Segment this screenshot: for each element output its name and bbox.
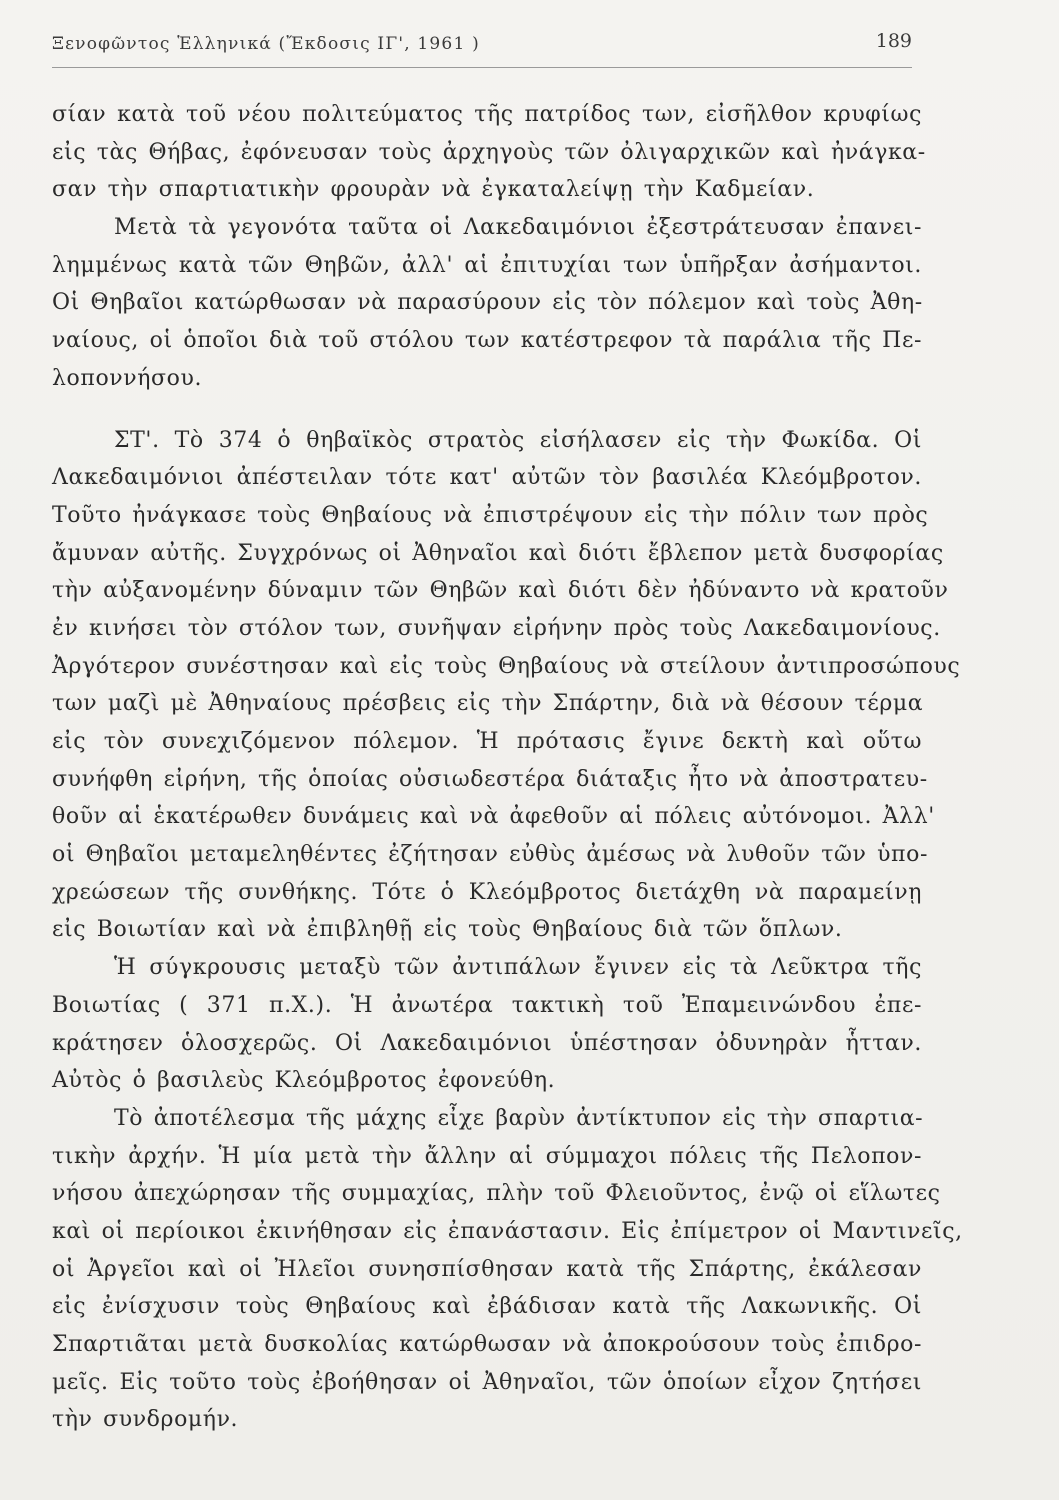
text-line: εἰς τὸν συνεχιζόμενον πόλεμον. Ἡ πρότασις ἔγινε δεκτὴ καὶ οὕτω bbox=[52, 729, 922, 754]
page-number: 189 bbox=[875, 30, 912, 52]
text-line: Λακεδαιμόνιοι ἀπέστειλαν τότε κατ' αὐτῶν τὸν βασιλέα Κλεόμβροτον. bbox=[52, 465, 922, 491]
text-line: ναίους, οἱ ὁποῖοι διὰ τοῦ στόλου των κατέστρεφον τὰ παράλια τῆς Πε- bbox=[52, 328, 922, 354]
header-rule bbox=[52, 67, 912, 68]
text-line: ἄμυναν αὐτῆς. Συγχρόνως οἱ Ἀθηναῖοι καὶ διότι ἔβλεπον μετὰ δυσφορίας bbox=[52, 540, 944, 566]
text-line: οἱ Ἀργεῖοι καὶ οἱ Ἠλεῖοι συνησπίσθησαν κατὰ τῆς Σπάρτης, ἐκάλεσαν bbox=[52, 1256, 922, 1282]
text-line: τὴν συνδρομήν. bbox=[52, 1407, 239, 1433]
text-line: σίαν κατὰ τοῦ νέου πολιτεύματος τῆς πατρίδος των, εἰσῆλθον κρυφίως bbox=[52, 102, 922, 127]
text-line: Αὐτὸς ὁ βασιλεὺς Κλεόμβροτος ἐφονεύθη. bbox=[52, 1068, 556, 1094]
text-line: τικὴν ἀρχήν. Ἡ μία μετὰ τὴν ἄλλην αἱ σύμμαχοι πόλεις τῆς Πελοπον- bbox=[52, 1143, 922, 1169]
text-line: Σπαρτιᾶται μετὰ δυσκολίας κατώρθωσαν νὰ ἀποκρούσουν τοὺς ἐπιδρο- bbox=[52, 1332, 922, 1357]
text-line: Τὸ ἀποτέλεσμα τῆς μάχης εἶχε βαρὺν ἀντίκτυπον εἰς τὴν σπαρτια- bbox=[114, 1105, 924, 1131]
text-line: μεῖς. Εἰς τοῦτο τοὺς ἐβοήθησαν οἱ Ἀθηναῖοι, τῶν ὁποίων εἶχον ζητήσει bbox=[52, 1369, 922, 1395]
text-line: Βοιωτίας ( 371 π.Χ.). Ἡ ἀνωτέρα τακτικὴ τοῦ Ἐπαμεινώνδου ἐπε- bbox=[52, 992, 922, 1018]
text-line: λημμένως κατὰ τῶν Θηβῶν, ἀλλ' αἱ ἐπιτυχίαι των ὑπῆρξαν ἀσήμαντοι. bbox=[52, 252, 922, 278]
text-line: Ἀργότερον συνέστησαν καὶ εἰς τοὺς Θηβαίους νὰ στείλουν ἀντιπροσώπους bbox=[52, 653, 961, 679]
running-header bbox=[52, 30, 912, 64]
text-line: χρεώσεων τῆς συνθήκης. Τότε ὁ Κλεόμβροτος διετάχθη νὰ παραμείνῃ bbox=[52, 879, 922, 905]
body-text bbox=[52, 96, 963, 1439]
text-line: των μαζὶ μὲ Ἀθηναίους πρέσβεις εἰς τὴν Σπάρτην, διὰ νὰ θέσουν τέρμα bbox=[52, 691, 924, 717]
text-line: οἱ Θηβαῖοι μεταμεληθέντες ἐζήτησαν εὐθὺς ἀμέσως νὰ λυθοῦν τῶν ὑπο- bbox=[52, 842, 928, 868]
text-line: καὶ οἱ περίοικοι ἐκινήθησαν εἰς ἐπανάστασιν. Εἰς ἐπίμετρον οἱ Μαντινεῖς, bbox=[52, 1218, 963, 1244]
text-line: εἰς ἐνίσχυσιν τοὺς Θηβαίους καὶ ἐβάδισαν κατὰ τῆς Λακωνικῆς. Οἱ bbox=[52, 1294, 922, 1320]
text-line: Τοῦτο ἠνάγκασε τοὺς Θηβαίους νὰ ἐπιστρέψουν εἰς τὴν πόλιν των πρὸς bbox=[52, 502, 929, 528]
text-line: Οἱ Θηβαῖοι κατώρθωσαν νὰ παρασύρουν εἰς τὸν πόλεμον καὶ τοὺς Ἀθη- bbox=[52, 290, 923, 316]
text-line: ἐν κινήσει τὸν στόλον των, συνῆψαν εἰρήνην πρὸς τοὺς Λακεδαιμονίους. bbox=[52, 615, 941, 641]
header-title: Ξενοφῶντος Ἑλληνικά (Ἔκδοσις ΙΓ', 1961 ) bbox=[52, 34, 480, 54]
text-line: θοῦν αἱ ἑκατέρωθεν δυνάμεις καὶ νὰ ἀφεθοῦν αἱ πόλεις αὐτόνομοι. Ἀλλ' bbox=[52, 804, 935, 830]
text-line: Ἡ σύγκρουσις μεταξὺ τῶν ἀντιπάλων ἔγινεν εἰς τὰ Λεῦκτρα τῆς bbox=[114, 955, 922, 981]
text-line: Μετὰ τὰ γεγονότα ταῦτα οἱ Λακεδαιμόνιοι ἐξεστράτευσαν ἐπανει- bbox=[114, 215, 922, 241]
text-line: εἰς Βοιωτίαν καὶ νὰ ἐπιβληθῇ εἰς τοὺς Θηβαίους διὰ τῶν ὅπλων. bbox=[52, 917, 843, 943]
text-line: συνήφθη εἰρήνη, τῆς ὁποίας οὐσιωδεστέρα διάταξις ἦτο νὰ ἀποστρατευ- bbox=[52, 766, 928, 792]
text-line: ΣΤ'. Τὸ 374 ὁ θηβαϊκὸς στρατὸς εἰσήλασεν εἰς τὴν Φωκίδα. Οἱ bbox=[114, 427, 922, 453]
text-line: σαν τὴν σπαρτιατικὴν φρουρὰν νὰ ἐγκαταλείψῃ τὴν Καδμείαν. bbox=[52, 177, 815, 203]
text-line: κράτησεν ὁλοσχερῶς. Οἱ Λακεδαιμόνιοι ὑπέστησαν ὀδυνηρὰν ἧτταν. bbox=[52, 1030, 922, 1056]
text-line: τὴν αὐξανομένην δύναμιν τῶν Θηβῶν καὶ διότι δὲν ἠδύναντο νὰ κρατοῦν bbox=[52, 578, 949, 604]
text-line: λοποννήσου. bbox=[52, 365, 203, 391]
text-line: νήσου ἀπεχώρησαν τῆς συμμαχίας, πλὴν τοῦ Φλειοῦντος, ἐνῷ οἱ εἵλωτες bbox=[52, 1181, 941, 1207]
text-line: εἰς τὰς Θήβας, ἐφόνευσαν τοὺς ἀρχηγοὺς τῶν ὀλιγαρχικῶν καὶ ἠνάγκα- bbox=[52, 139, 926, 165]
